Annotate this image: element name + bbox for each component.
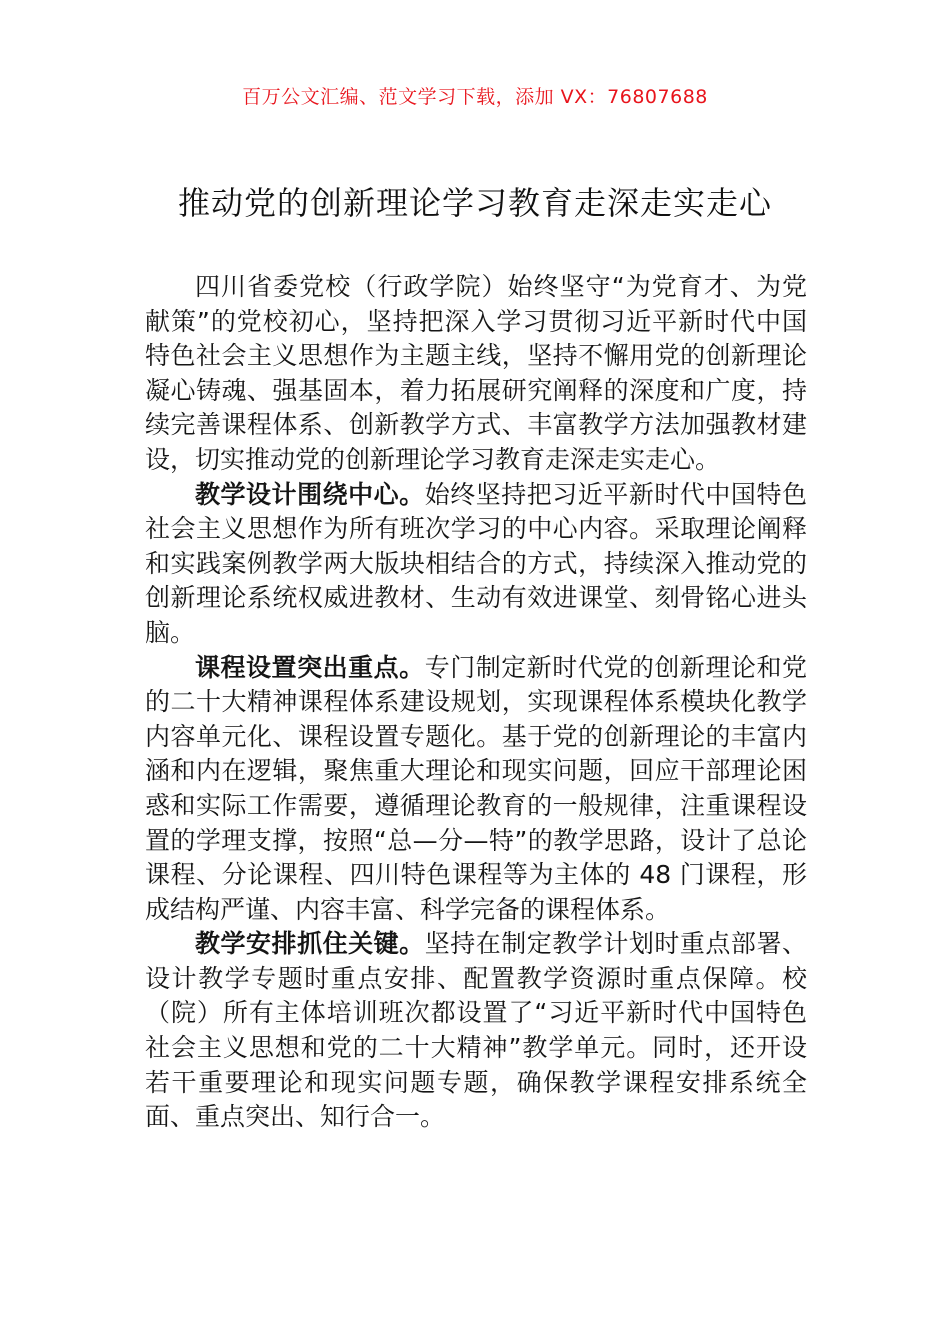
document-body bbox=[145, 270, 807, 1135]
document-title: 推动党的创新理论学习教育走深走实走心 bbox=[177, 184, 772, 222]
paragraph-text: 专门制定新时代党的创新理论和党的二十大精神课程体系建设规划，实现课程体系模块化教学内容单元化、课程设置专题化。基于党的创新理论的丰富内涵和内在逻辑，聚焦重大理论和现实问题，回应干部理论困惑和实际工作需要，遵循理论教育的一般规律，注重课程设置的学理支撑，按照“总—分—特”的教学思路，设计了总论课程、分论课程、四川特色课程等为主体的 48 门课程，形成结构严谨、内容丰富、科学完备的课程体系。 bbox=[145, 652, 807, 924]
watermark-text: 百万公文汇编、范文学习下载，添加 VX：76807688 bbox=[242, 86, 708, 108]
paragraph-intro bbox=[145, 270, 807, 478]
paragraph-text: 四川省委党校（行政学院）始终坚守“为党育才、为党献策”的党校初心，坚持把深入学习贯彻习近平新时代中国特色社会主义思想作为主题主线，坚持不懈用党的创新理论凝心铸魂、强基固本，着力拓展研究阐释的深度和广度，持续完善课程体系、创新教学方式、丰富教学方法加强教材建设，切实推动党的创新理论学习教育走深走实走心。 bbox=[145, 272, 807, 474]
paragraph-teaching-arrangement bbox=[145, 927, 807, 1135]
paragraph-course-setting bbox=[145, 651, 807, 928]
paragraph-teaching-design bbox=[145, 478, 807, 651]
paragraph-text: 坚持在制定教学计划时重点部署、设计教学专题时重点安排、配置教学资源时重点保障。校（院）所有主体培训班次都设置了“习近平新时代中国特色社会主义思想和党的二十大精神”教学单元。同时，还开设若干重要理论和现实问题专题，确保教学课程安排系统全面、重点突出、知行合一。 bbox=[145, 929, 807, 1132]
paragraph-lead: 课程设置突出重点。 bbox=[195, 652, 425, 682]
paragraph-lead: 教学设计围绕中心。 bbox=[195, 479, 425, 509]
paragraph-text: 始终坚持把习近平新时代中国特色社会主义思想作为所有班次学习的中心内容。采取理论阐释和实践案例教学两大版块相结合的方式，持续深入推动党的创新理论系统权威进教材、生动有效进课堂、刻骨铭心进头脑。 bbox=[145, 479, 807, 647]
paragraph-lead: 教学安排抓住关键。 bbox=[195, 929, 425, 959]
